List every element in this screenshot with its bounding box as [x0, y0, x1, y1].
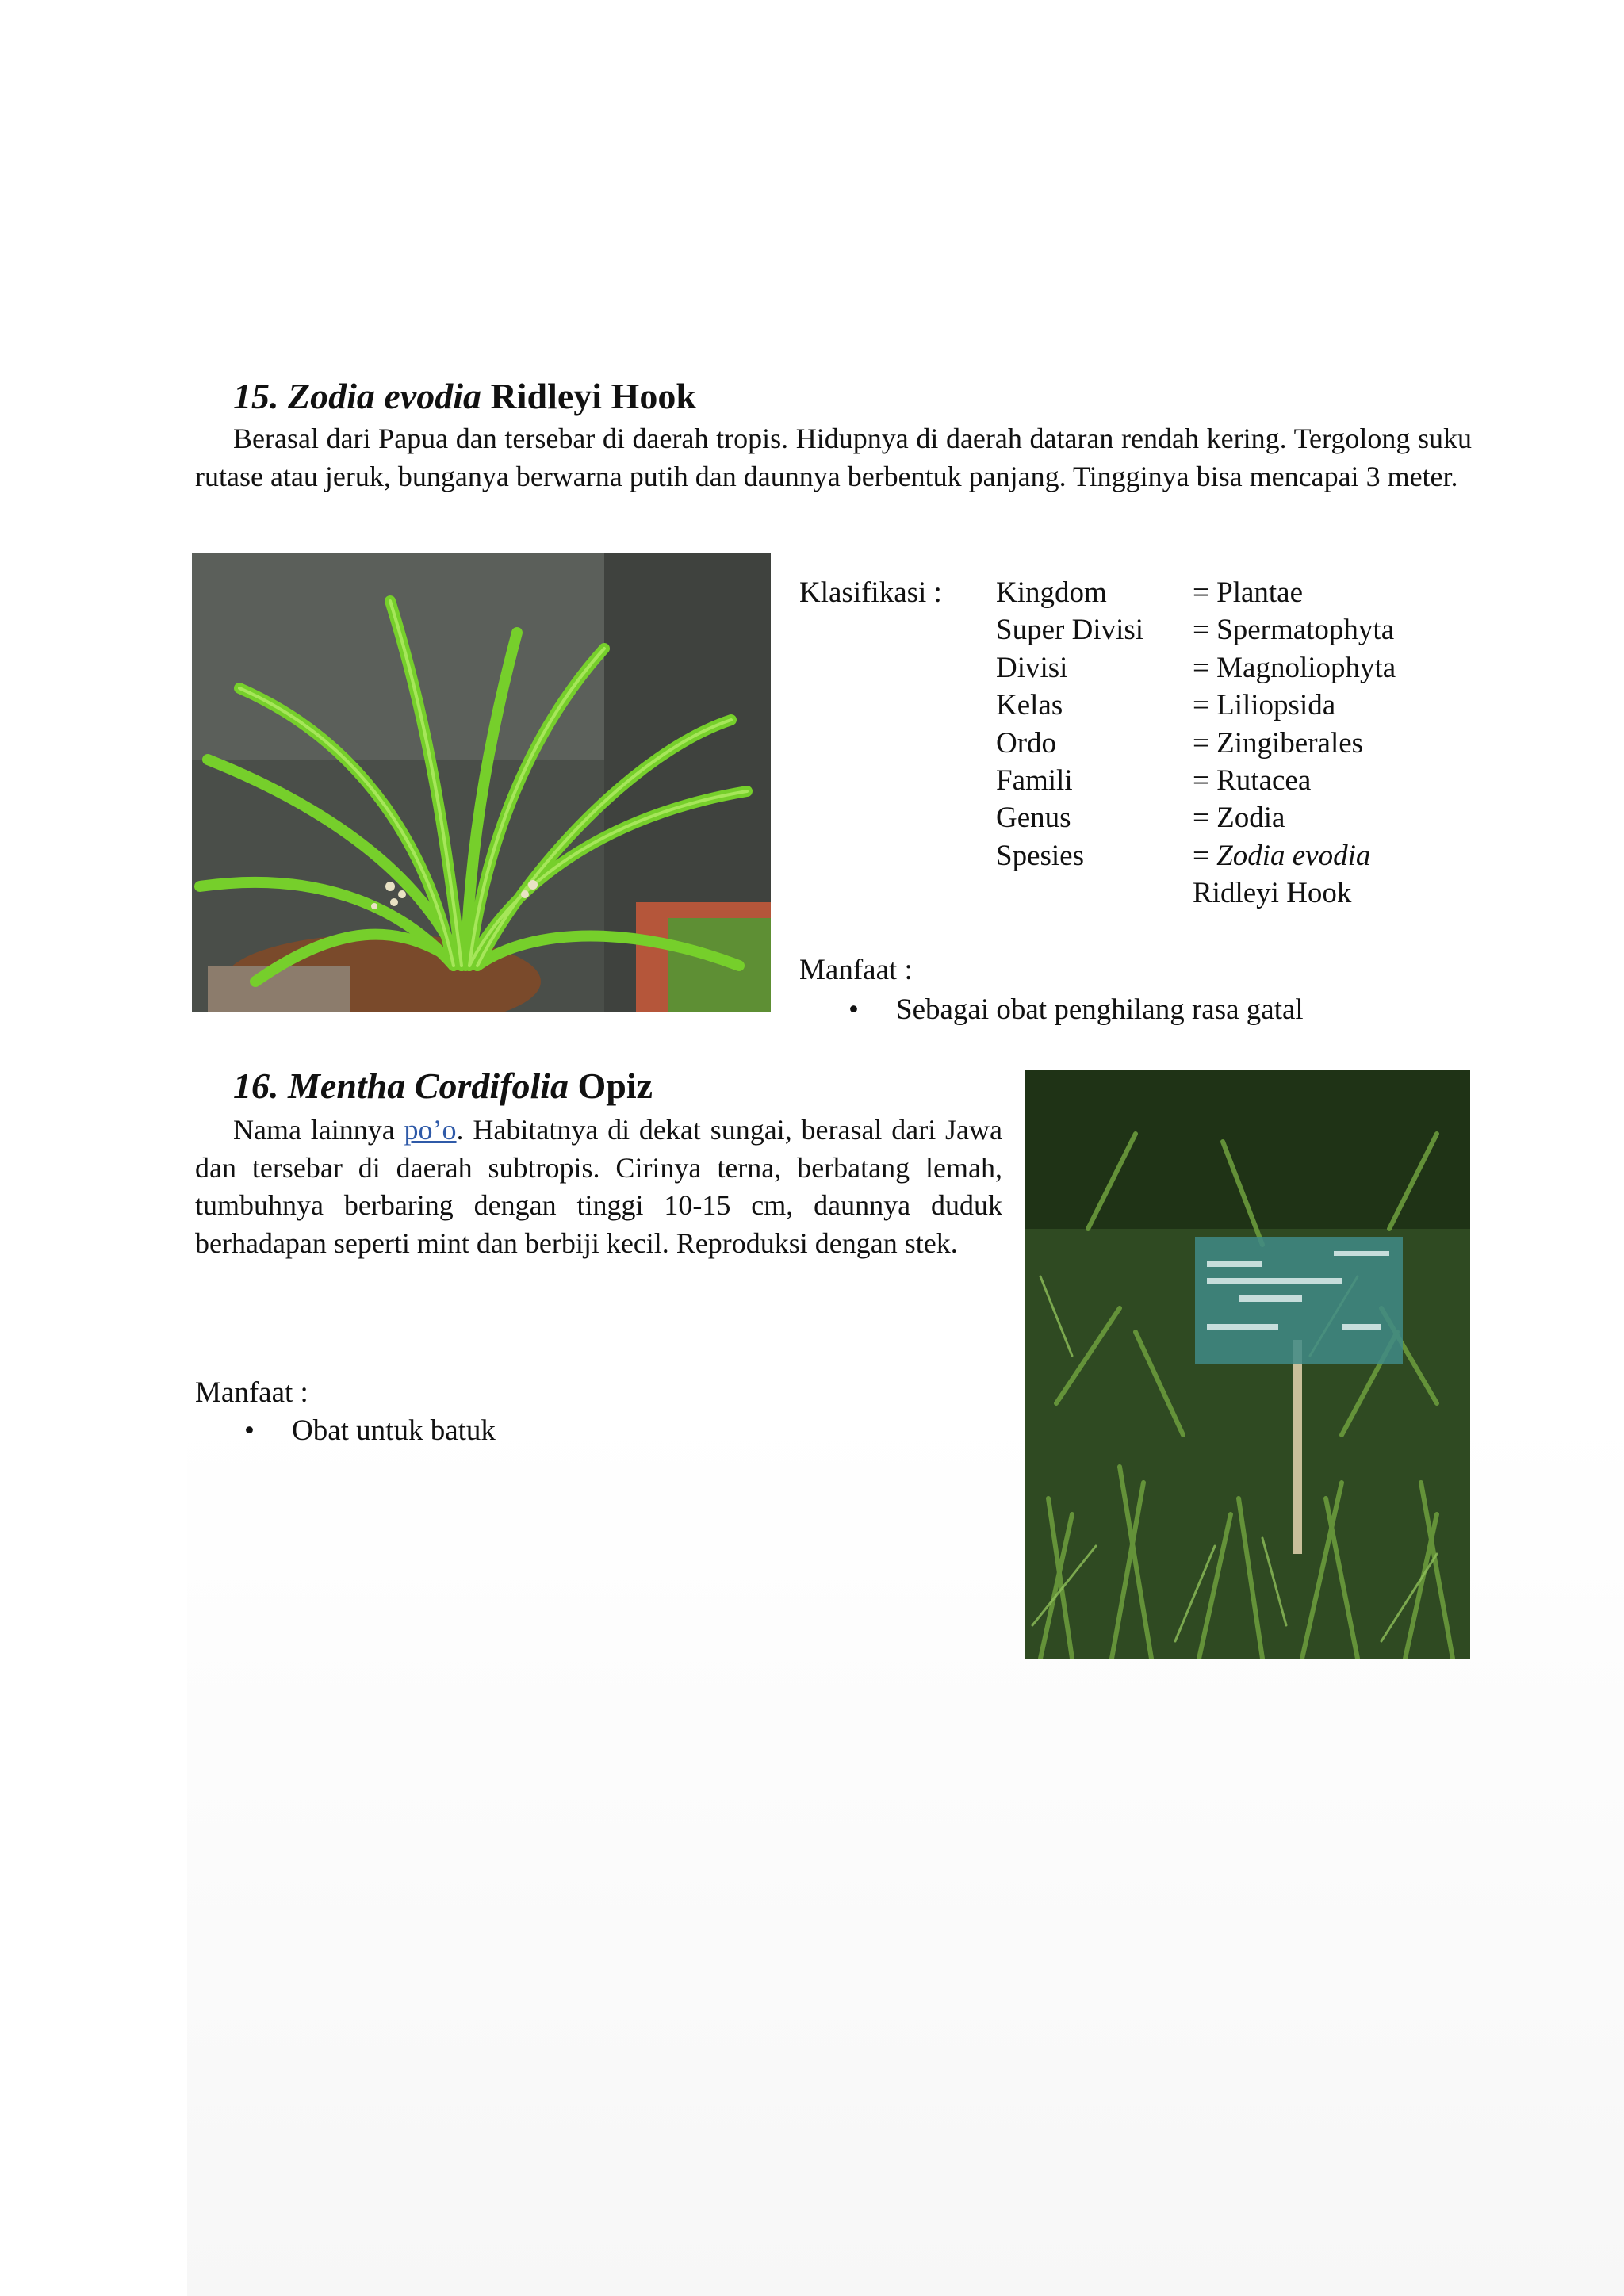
klasifikasi-label: Klasifikasi :: [799, 576, 942, 609]
rank-famili: Famili: [996, 764, 1073, 797]
section-16-number: 16.: [233, 1066, 279, 1106]
mentha-plant-photo: [1025, 1070, 1470, 1659]
rank-spesies: Spesies: [996, 840, 1084, 872]
value-divisi: = Magnoliophyta: [1193, 652, 1396, 684]
section-16-description: [195, 1112, 1002, 1262]
section-15-description: Berasal dari Papua dan tersebar di daerah tropis. Hidupnya di daerah dataran rendah kering. Tergolong suku rutase atau jeruk, bunganya berwarna putih dan daunnya berbentuk panjang. Tingginya bisa mencapai 3 meter.: [195, 423, 1472, 492]
value-ordo: = Zingiberales: [1193, 727, 1364, 760]
value-spesies-prefix: =: [1193, 840, 1217, 872]
section-16-title-rest: Opiz: [577, 1066, 653, 1106]
value-spesies: [1193, 837, 1370, 875]
rank-ordo: Ordo: [996, 727, 1057, 760]
section-15-manfaat-text: Sebagai obat penghilang rasa gatal: [896, 993, 1304, 1026]
rank-divisi: Divisi: [996, 652, 1068, 684]
section-16-heading: [233, 1064, 653, 1108]
section-15-manfaat-item: [848, 991, 1404, 1029]
value-genus: = Zodia: [1193, 802, 1285, 834]
zodia-plant-photo: [192, 553, 771, 1012]
value-super-divisi: = Spermatophyta: [1193, 614, 1395, 646]
section-16-desc-start: Nama lainnya: [233, 1114, 404, 1146]
section-15-title-italic: Zodia evodia: [288, 376, 481, 416]
value-famili: = Rutacea: [1193, 764, 1312, 797]
value-spesies-line2: Ridleyi Hook: [1193, 877, 1352, 909]
section-16-desc-rest: . Habitatnya di dekat sungai, berasal dari Jawa dan tersebar di daerah subtropis. Cirinya terna, berbatang lemah, tumbuhnya berbaring dengan tinggi 10-15 cm, daunnya duduk berhadapan seperti mint dan berbiji kecil. Reproduksi dengan stek.: [195, 1114, 1002, 1259]
rank-kingdom: Kingdom: [996, 576, 1107, 609]
po-o-link[interactable]: po’o: [404, 1114, 457, 1146]
section-15-manfaat-label: Manfaat :: [799, 954, 913, 986]
section-15-number: 15.: [233, 376, 279, 416]
section-16-manfaat-text: Obat untuk batuk: [292, 1414, 496, 1447]
rank-genus: Genus: [996, 802, 1071, 834]
section-16-manfaat-item: [244, 1412, 720, 1450]
value-kelas: = Liliopsida: [1193, 689, 1336, 721]
section-16-title-italic: Mentha Cordifolia: [288, 1066, 569, 1106]
section-16-manfaat-label: Manfaat :: [195, 1376, 308, 1409]
section-15-title-rest: Ridleyi Hook: [490, 376, 696, 416]
bullet-icon: •: [244, 1414, 255, 1447]
rank-super-divisi: Super Divisi: [996, 614, 1144, 646]
rank-kelas: Kelas: [996, 689, 1063, 721]
value-kingdom: = Plantae: [1193, 576, 1304, 609]
bullet-icon: •: [848, 993, 859, 1026]
value-spesies-italic: Zodia evodia: [1216, 840, 1371, 872]
section-15-heading: [233, 374, 696, 419]
